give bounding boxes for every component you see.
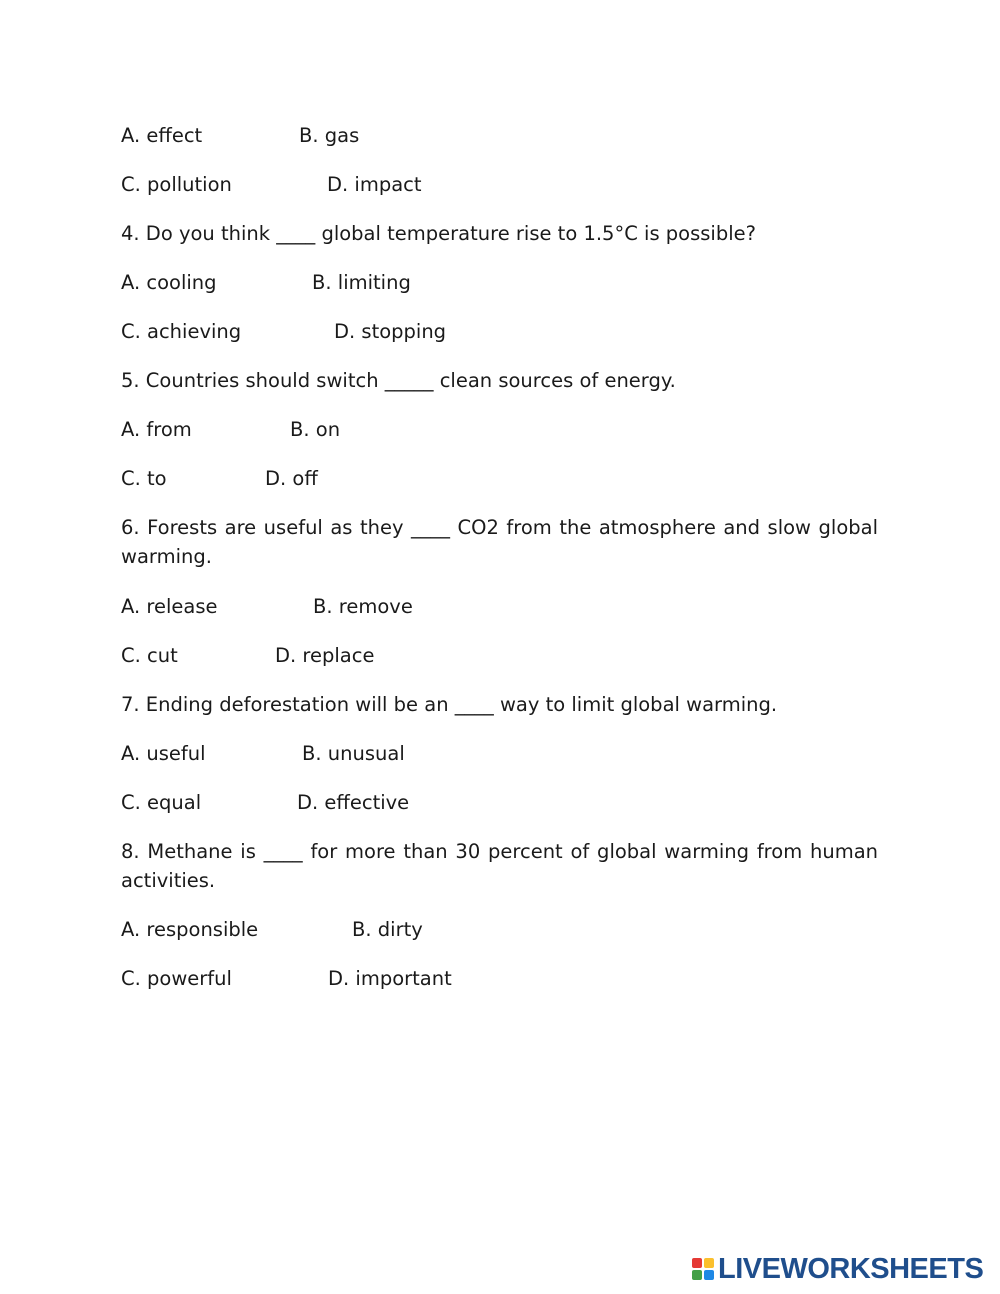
- q5-option-a: A. from: [121, 418, 192, 441]
- q6-text: 6. Forests are useful as they ____ CO2 from the atmosphere and slow global warming.: [121, 516, 878, 568]
- q4-option-d: D. stopping: [334, 320, 447, 343]
- q7-option-c: C. equal: [121, 791, 202, 814]
- q5-options-row-1: [121, 415, 341, 444]
- q3-options-row-1: [121, 121, 360, 150]
- q7-options-row-1: [121, 739, 405, 768]
- q3-options-row-2: [121, 170, 422, 199]
- q5-options-row-2: [121, 464, 318, 493]
- liveworksheets-brand-text: LIVEWORKSHEETS: [718, 1252, 984, 1285]
- q8-text: 8. Methane is ____ for more than 30 percent of global warming from human activities.: [121, 840, 878, 892]
- q7-option-b: B. unusual: [302, 742, 405, 765]
- q3-option-b: B. gas: [299, 124, 360, 147]
- q8-option-c: C. powerful: [121, 967, 232, 990]
- q6-option-b: B. remove: [313, 595, 413, 618]
- q8-options-row-2: [121, 964, 452, 993]
- q4-options-row-1: [121, 268, 411, 297]
- liveworksheets-logo[interactable]: [692, 1253, 983, 1285]
- q4-option-b: B. limiting: [312, 271, 411, 294]
- q8-options-row-1: [121, 915, 423, 944]
- q5-option-c: C. to: [121, 467, 167, 490]
- q4-option-a: A. cooling: [121, 271, 217, 294]
- q7-options-row-2: [121, 788, 410, 817]
- q3-option-a: A. effect: [121, 124, 203, 147]
- q8-option-a: A. responsible: [121, 918, 259, 941]
- q7-option-a: A. useful: [121, 742, 206, 765]
- q5-text: 5. Countries should switch _____ clean sources of energy.: [121, 369, 676, 392]
- q3-option-c: C. pollution: [121, 173, 232, 196]
- q8-option-b: B. dirty: [352, 918, 423, 941]
- q7-option-d: D. effective: [297, 791, 410, 814]
- q6-options-row-1: [121, 592, 413, 621]
- q6-option-a: A. release: [121, 595, 218, 618]
- q8-option-d: D. important: [328, 967, 452, 990]
- q4-text: 4. Do you think ____ global temperature rise to 1.5°C is possible?: [121, 222, 756, 245]
- q4-option-c: C. achieving: [121, 320, 242, 343]
- q6-option-d: D. replace: [275, 644, 375, 667]
- q5-option-b: B. on: [290, 418, 341, 441]
- liveworksheets-logo-icon: [692, 1258, 714, 1280]
- q6-option-c: C. cut: [121, 644, 178, 667]
- q3-option-d: D. impact: [327, 173, 422, 196]
- q5-option-d: D. off: [265, 467, 318, 490]
- q4-options-row-2: [121, 317, 447, 346]
- q7-text: 7. Ending deforestation will be an ____ way to limit global warming.: [121, 693, 778, 716]
- q6-options-row-2: [121, 641, 375, 670]
